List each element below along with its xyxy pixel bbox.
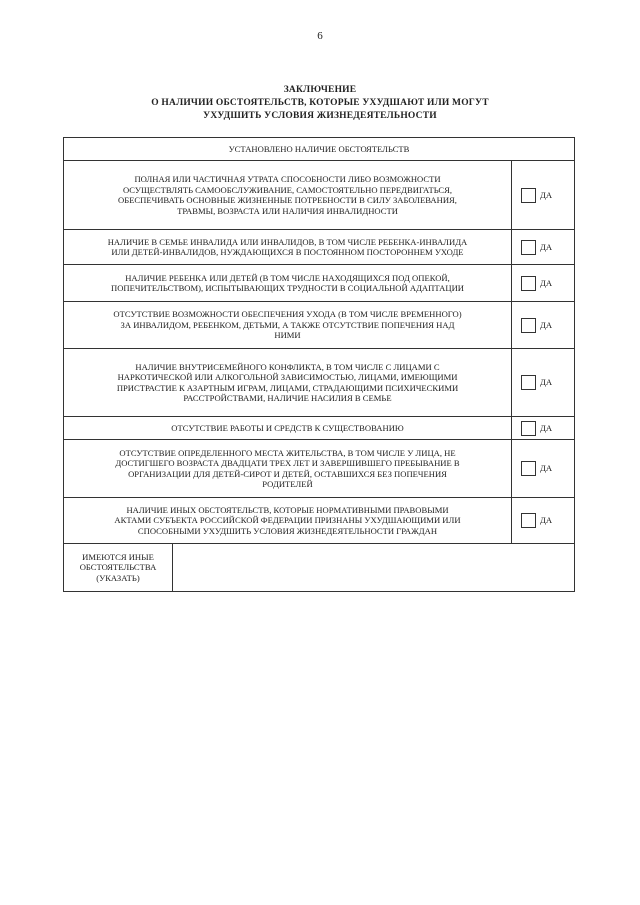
circumstance-description — [64, 161, 512, 230]
circumstance-text-line: РОДИТЕЛЕЙ — [262, 479, 313, 489]
circumstance-row — [64, 265, 575, 302]
circumstance-text-line: ОРГАНИЗАЦИИ ДЛЯ ДЕТЕЙ-СИРОТ И ДЕТЕЙ, ОСТАВШИХСЯ БЕЗ ПОПЕЧЕНИЯ — [128, 468, 447, 479]
circumstance-text-line: ДОСТИГШЕГО ВОЗРАСТА ДВАДЦАТИ ТРЕХ ЛЕТ И ЗАВЕРШИВШЕГО ПРЕБЫВАНИЕ В — [115, 458, 460, 468]
circumstance-text-line: ОСУЩЕСТВЛЯТЬ САМООБСЛУЖИВАНИЕ, САМОСТОЯТЕЛЬНО ПЕРЕДВИГАТЬСЯ, — [122, 184, 453, 195]
other-label-line: ИМЕЮТСЯ ИНЫЕ — [82, 551, 154, 562]
yes-checkbox[interactable] — [521, 240, 536, 255]
yes-checkbox[interactable] — [521, 461, 536, 476]
circumstance-text-line: ОТСУТСТВИЕ ОПРЕДЕЛЕННОГО МЕСТА ЖИТЕЛЬСТВА, В ТОМ ЧИСЛЕ У ЛИЦА, НЕ — [119, 447, 456, 458]
other-label-line: (УКАЗАТЬ) — [96, 572, 140, 583]
circumstance-text-line: АКТАМИ СУБЪЕКТА РОССИЙСКОЙ ФЕДЕРАЦИИ ПРИЗНАНЫ УХУДШАЮЩИМИ ИЛИ — [114, 515, 461, 526]
yes-label: ДА — [540, 463, 553, 474]
circumstance-text-line: ЗА ИНВАЛИДОМ, РЕБЕНКОМ, ДЕТЬМИ, А ТАКЖЕ ОТСУТСТВИЕ ПОПЕЧЕНИЯ НАД — [120, 319, 455, 330]
other-label-line: ОБСТОЯТЕЛЬСТВА — [79, 562, 157, 573]
circumstance-row — [64, 161, 575, 230]
yes-option-cell — [512, 349, 575, 417]
title-line-2: О НАЛИЧИИ ОБСТОЯТЕЛЬСТВ, КОТОРЫЕ УХУДШАЮТ ИЛИ МОГУТ — [151, 98, 489, 108]
circumstance-text-line: ОТСУТСТВИЕ ВОЗМОЖНОСТИ ОБЕСПЕЧЕНИЯ УХОДА (В ТОМ ЧИСЛЕ ВРЕМЕННОГО) — [113, 309, 462, 320]
other-circumstances-row — [64, 544, 575, 592]
circumstance-text-line: ТРАВМЫ, ВОЗРАСТА ИЛИ НАЛИЧИЯ ИНВАЛИДНОСТИ — [177, 205, 398, 216]
circumstance-text-line: ПОПЕЧИТЕЛЬСТВОМ), ИСПЫТЫВАЮЩИХ ТРУДНОСТИ В СОЦИАЛЬНОЙ АДАПТАЦИИ — [111, 283, 464, 293]
document-title — [60, 84, 580, 123]
circumstance-text-line: НИМИ — [274, 330, 301, 341]
circumstance-text-line: НАЛИЧИЕ ВНУТРИСЕМЕЙНОГО КОНФЛИКТА, В ТОМ ЧИСЛЕ С ЛИЦАМИ С — [135, 361, 440, 372]
yes-option — [512, 421, 574, 436]
circumstance-description — [64, 230, 512, 265]
yes-option — [512, 276, 574, 291]
yes-label: ДА — [540, 515, 553, 526]
circumstance-text-line: НАРКОТИЧЕСКОЙ ИЛИ АЛКОГОЛЬНОЙ ЗАВИСИМОСТЬЮ, ЛИЦАМИ, ИМЕЮЩИМИ — [117, 372, 458, 382]
yes-option-cell — [512, 161, 575, 230]
circumstance-description — [64, 498, 512, 544]
yes-option — [512, 375, 574, 390]
yes-option-cell — [512, 230, 575, 265]
yes-option — [512, 461, 574, 476]
table-header: УСТАНОВЛЕНО НАЛИЧИЕ ОБСТОЯТЕЛЬСТВ — [64, 138, 575, 161]
circumstance-text-line: ОТСУТСТВИЕ РАБОТЫ И СРЕДСТВ К СУЩЕСТВОВАНИЮ — [171, 422, 404, 433]
circumstance-text-line: НАЛИЧИЕ В СЕМЬЕ ИНВАЛИДА ИЛИ ИНВАЛИДОВ, В ТОМ ЧИСЛЕ РЕБЕНКА-ИНВАЛИДА — [107, 236, 468, 247]
yes-option-cell — [512, 440, 575, 498]
title-line-1: ЗАКЛЮЧЕНИЕ — [283, 85, 357, 95]
circumstance-text-line: НАЛИЧИЕ ИНЫХ ОБСТОЯТЕЛЬСТВ, КОТОРЫЕ НОРМАТИВНЫМИ ПРАВОВЫМИ — [126, 504, 449, 515]
circumstance-row — [64, 302, 575, 349]
circumstance-text-line: ОБЕСПЕЧИВАТЬ ОСНОВНЫЕ ЖИЗНЕННЫЕ ПОТРЕБНОСТИ В СИЛУ ЗАБОЛЕВАНИЯ, — [118, 195, 457, 205]
circumstance-description — [64, 417, 512, 440]
circumstance-row — [64, 417, 575, 440]
yes-option — [512, 318, 574, 333]
circumstance-row — [64, 440, 575, 498]
circumstance-text-line: ПРИСТРАСТИЕ К АЗАРТНЫМ ИГРАМ, ЛИЦАМИ, СТРАДАЮЩИМИ ПСИХИЧЕСКИМИ — [116, 382, 459, 393]
circumstance-text-line: СПОСОБНЫМИ УХУДШИТЬ УСЛОВИЯ ЖИЗНЕДЕЯТЕЛЬНОСТИ ГРАЖДАН — [137, 525, 438, 536]
circumstance-text-line: РАССТРОЙСТВАМИ, НАЛИЧИЕ НАСИЛИЯ В СЕМЬЕ — [183, 393, 392, 403]
circumstances-table — [63, 137, 575, 592]
yes-option-cell — [512, 417, 575, 440]
title-line-3: УХУДШИТЬ УСЛОВИЯ ЖИЗНЕДЕЯТЕЛЬНОСТИ — [203, 111, 437, 121]
yes-label: ДА — [540, 319, 553, 330]
yes-label: ДА — [540, 377, 553, 388]
yes-option — [512, 188, 574, 203]
yes-option-cell — [512, 498, 575, 544]
yes-checkbox[interactable] — [521, 421, 536, 436]
circumstance-text-line: ПОЛНАЯ ИЛИ ЧАСТИЧНАЯ УТРАТА СПОСОБНОСТИ ЛИБО ВОЗМОЖНОСТИ — [134, 174, 441, 184]
circumstance-description — [64, 302, 512, 349]
circumstance-description — [64, 265, 512, 302]
circumstance-row — [64, 498, 575, 544]
yes-option-cell — [512, 302, 575, 349]
yes-option — [512, 240, 574, 255]
yes-option-cell — [512, 265, 575, 302]
yes-checkbox[interactable] — [521, 513, 536, 528]
yes-checkbox[interactable] — [521, 375, 536, 390]
page-number: 6 — [317, 30, 323, 42]
table-header-row — [64, 138, 575, 161]
other-circumstances-field[interactable] — [173, 544, 575, 592]
circumstance-text-line: ИЛИ ДЕТЕЙ-ИНВАЛИДОВ, НУЖДАЮЩИХСЯ В ПОСТОЯННОМ ПОСТОРОННЕМ УХОДЕ — [111, 247, 464, 257]
yes-label: ДА — [540, 277, 553, 288]
circumstance-row — [64, 349, 575, 417]
yes-checkbox[interactable] — [521, 276, 536, 291]
circumstance-row — [64, 230, 575, 265]
circumstance-description — [64, 349, 512, 417]
circumstance-text-line: НАЛИЧИЕ РЕБЕНКА ИЛИ ДЕТЕЙ (В ТОМ ЧИСЛЕ НАХОДЯЩИХСЯ ПОД ОПЕКОЙ, — [125, 272, 450, 283]
circumstance-description — [64, 440, 512, 498]
yes-checkbox[interactable] — [521, 188, 536, 203]
yes-label: ДА — [540, 189, 553, 200]
yes-option — [512, 513, 574, 528]
other-circumstances-label — [64, 544, 173, 592]
yes-label: ДА — [540, 422, 553, 433]
yes-checkbox[interactable] — [521, 318, 536, 333]
yes-label: ДА — [540, 241, 553, 252]
